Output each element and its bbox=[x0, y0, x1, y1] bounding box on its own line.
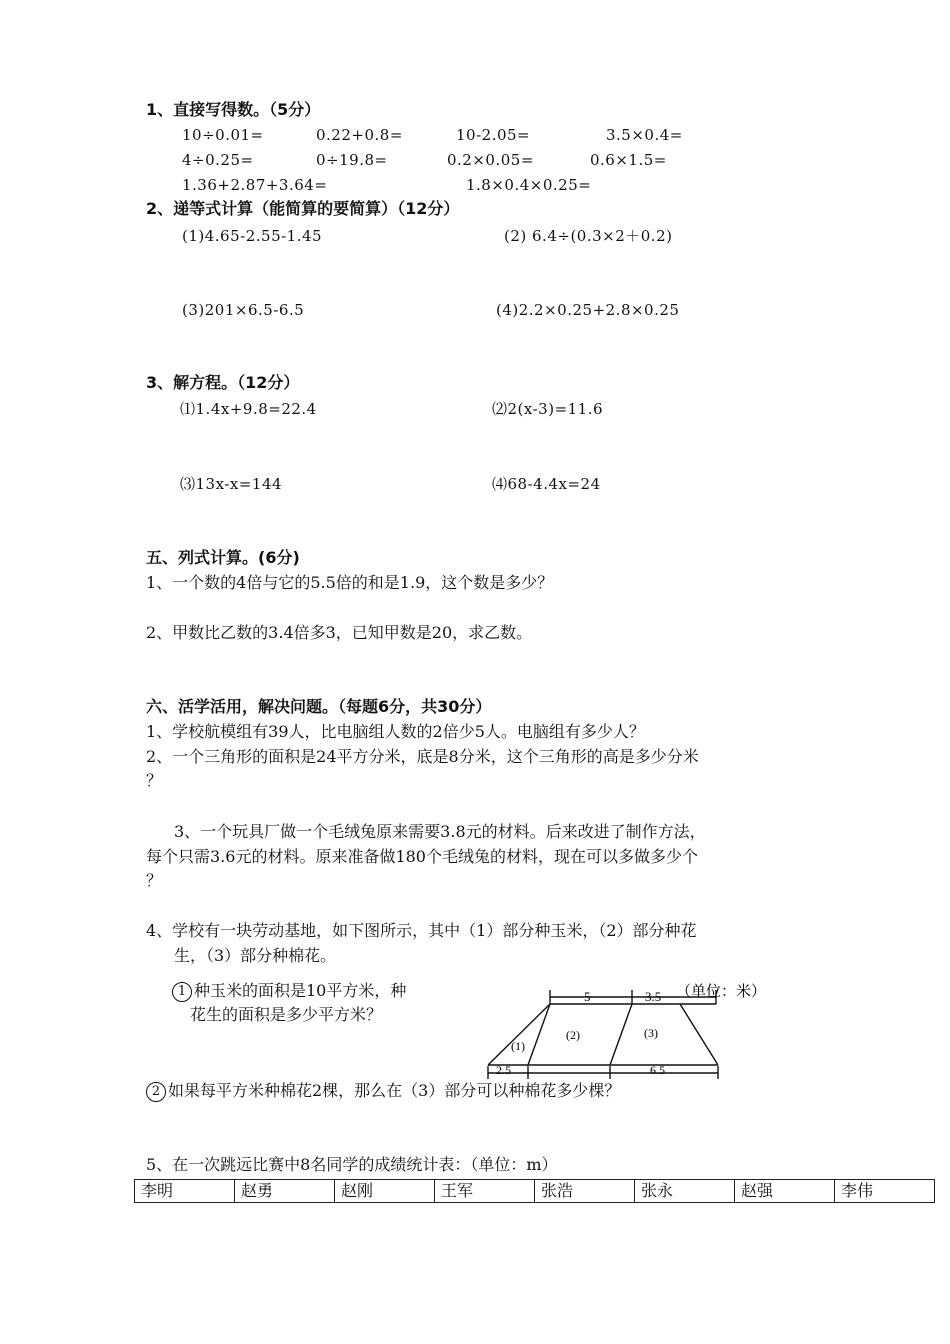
problem-2-line1: 2、一个三角形的面积是24平方分米，底是8分米，这个三角形的高是多少分米 bbox=[146, 747, 699, 766]
problem-3-line2: 每个只需3.6元的材料。原来准备做180个毛绒兔的材料，现在可以多做多少个 bbox=[146, 847, 698, 866]
field-diagram bbox=[480, 982, 780, 1080]
problem-4-line1: 4、学校有一块劳动基地，如下图所示，其中（1）部分种玉米，（2）部分种花 bbox=[146, 921, 697, 940]
table-cell-name: 李伟 bbox=[835, 1180, 935, 1203]
problem-4-sub1-line1: 1 种玉米的面积是10平方米，种 bbox=[172, 981, 406, 1002]
table-cell-name: 张浩 bbox=[535, 1180, 635, 1203]
step-calc-1: (1)4.65-2.55-1.45 bbox=[182, 227, 323, 245]
label-top-right-len: 3.5 bbox=[645, 989, 662, 1004]
section1-title: 1、直接写得数。（5分） bbox=[146, 100, 321, 119]
divider-2 bbox=[610, 1004, 632, 1065]
calc-item: 0.22+0.8= bbox=[316, 126, 403, 144]
label-region-1: (1) bbox=[511, 1039, 525, 1053]
problem-3-line1: 3、一个玩具厂做一个毛绒兔原来需要3.8元的材料。后来改进了制作方法， bbox=[174, 822, 706, 841]
step-calc-4: (4)2.2×0.25+2.8×0.25 bbox=[496, 301, 680, 319]
calc-item: 1.8×0.4×0.25= bbox=[466, 176, 592, 194]
section5-title: 五、列式计算。(6分) bbox=[146, 548, 300, 567]
problem-1: 1、学校航模组有39人，比电脑组人数的2倍少5人。电脑组有多少人？ bbox=[146, 722, 645, 741]
equation-2: ⑵2(x-3)=11.6 bbox=[492, 400, 604, 418]
problem-4-sub1-line2: 花生的面积是多少平方米？ bbox=[190, 1005, 383, 1024]
problem-5: 5、在一次跳远比赛中8名同学的成绩统计表：（单位：m） bbox=[146, 1155, 558, 1174]
divider-1 bbox=[528, 1004, 550, 1065]
calc-item: 0.2×0.05= bbox=[447, 151, 534, 169]
equation-3: ⑶13x-x=144 bbox=[180, 475, 283, 493]
calc-item: 0÷19.8= bbox=[316, 151, 388, 169]
circled-number: 2 bbox=[146, 1082, 166, 1102]
calc-item: 1.36+2.87+3.64= bbox=[182, 176, 328, 194]
label-unit: （单位：米） bbox=[676, 984, 767, 1000]
table-cell-name: 赵刚 bbox=[335, 1180, 435, 1203]
table-cell-name: 赵强 bbox=[735, 1180, 835, 1203]
problem-3-line3: ？ bbox=[146, 871, 163, 890]
left-slant bbox=[488, 1004, 550, 1065]
scores-table bbox=[134, 1179, 935, 1203]
label-bottom-right-len: 6.5 bbox=[650, 1063, 665, 1077]
table-cell-name: 张永 bbox=[635, 1180, 735, 1203]
problem-4-line2: 生，（3）部分种棉花。 bbox=[174, 946, 337, 965]
table-cell-name: 王军 bbox=[435, 1180, 535, 1203]
calc-item: 0.6×1.5= bbox=[590, 151, 667, 169]
right-slant bbox=[680, 1004, 718, 1065]
section2-title: 2、递等式计算（能简算的要简算）（12分） bbox=[146, 199, 460, 218]
table-cell-name: 赵勇 bbox=[235, 1180, 335, 1203]
problem-4-sub2: 2 如果每平方米种棉花2棵，那么在（3）部分可以种棉花多少棵？ bbox=[146, 1081, 620, 1102]
formula-question-2: 2、甲数比乙数的3.4倍多3，已知甲数是20，求乙数。 bbox=[146, 623, 533, 642]
calc-item: 10-2.05= bbox=[456, 126, 531, 144]
step-calc-3: (3)201×6.5-6.5 bbox=[182, 301, 305, 319]
equation-4: ⑷68-4.4x=24 bbox=[492, 475, 601, 493]
section6-title: 六、活学活用，解决问题。（每题6分，共30分） bbox=[146, 697, 492, 716]
calc-item: 4÷0.25= bbox=[182, 151, 254, 169]
label-top-left-len: 5 bbox=[584, 989, 591, 1004]
label-region-3: (3) bbox=[644, 1026, 658, 1040]
formula-question-1: 1、一个数的4倍与它的5.5倍的和是1.9，这个数是多少？ bbox=[146, 573, 554, 592]
calc-item: 10÷0.01= bbox=[182, 126, 264, 144]
table-cell-name: 李明 bbox=[135, 1180, 235, 1203]
label-region-2: (2) bbox=[566, 1028, 580, 1042]
table-row bbox=[135, 1180, 935, 1203]
circled-number: 1 bbox=[172, 982, 192, 1002]
section3-title: 3、解方程。（12分） bbox=[146, 373, 300, 392]
problem-2-line2: ？ bbox=[146, 771, 163, 790]
step-calc-2: (2) 6.4÷(0.3×2＋0.2) bbox=[504, 227, 673, 245]
calc-item: 3.5×0.4= bbox=[606, 126, 683, 144]
equation-1: ⑴1.4x+9.8=22.4 bbox=[180, 400, 317, 418]
label-bottom-left-len: 2.5 bbox=[496, 1063, 511, 1077]
